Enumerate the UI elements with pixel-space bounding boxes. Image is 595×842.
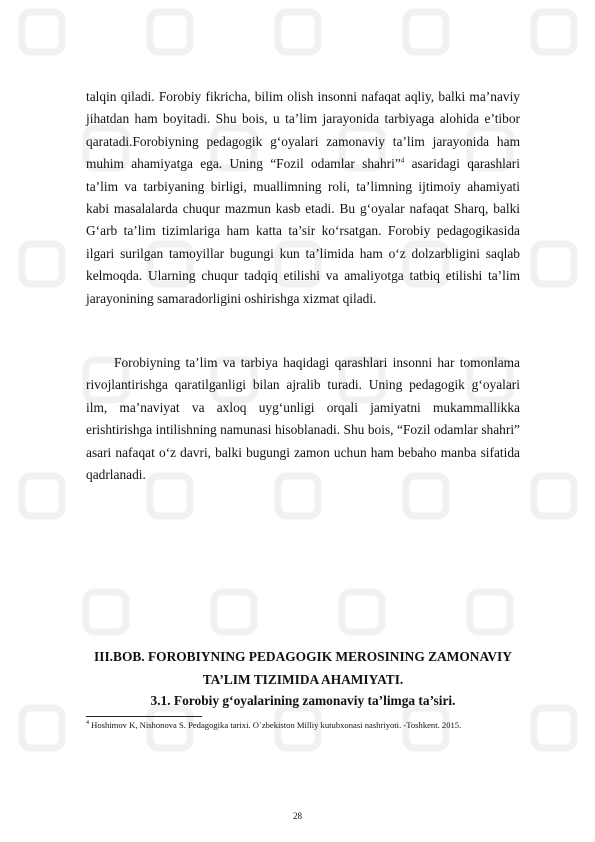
footnote-text: Hoshimov K, Nishonova S. Pedagogika tarixi. O`zbekiston Milliy kutubxonasi nashriyoti. -Toshkent. 2015.: [89, 720, 462, 730]
footnote-reference[interactable]: 4: [400, 156, 405, 165]
footnote-separator: [86, 716, 202, 717]
chapter-heading: III.BOB. FOROBIYNING PEDAGOGIK MEROSINING ZAMONAVIY TA’LIM TIZIMIDA AHAMIYATI.: [94, 649, 512, 687]
paragraph-1: [86, 86, 520, 310]
footnote: [86, 720, 536, 731]
paragraph-1-text: talqin qiladi. Forobiy fikricha, bilim olish insonni nafaqat aqliy, balki ma’naviy jihatdan ham boyitadi. Shu bois, u ta’lim jarayonida tarbiyaga alohida e’tibor qaratadi.Forobiyning pedagogik g‘oyalari zamonaviy ta’lim jarayonida ham muhim ahamiyatga ega. Uning “Fozil odamlar shahri”: [86, 89, 520, 172]
body-text-block-1: [86, 86, 520, 310]
footnote-number: 4: [86, 720, 89, 727]
page-number: 28: [293, 811, 302, 821]
section-heading: 3.1. Forobiy g‘oyalarining zamonaviy ta’limga ta’siri.: [150, 693, 456, 708]
paragraph-1-continuation: asaridagi qarashlari ta’lim va tarbiyaning birligi, muallimning roli, ta’limning ijtimoiy ahamiyati kabi masalalarda chuqur mazmun kasb etadi. Bu g‘oyalar nafaqat Sharq, balki G‘arb ta’lim tizimlariga ham katta ta’sir ko‘rsatgan. Forobiy pedagogikasida ilgari surilgan tamoyillar bugungi kun ta’limida ham o‘z dolzarbligini saqlab kelmoqda. Ularning chuqur tadqiq etilishi va amaliyotga tatbiq etilishi ta’lim jarayonining samaradorligini oshirishga xizmat qiladi.: [86, 156, 520, 306]
body-text-block-2: [86, 352, 520, 486]
paragraph-2: Forobiyning ta’lim va tarbiya haqidagi qarashlari insonni har tomonlama rivojlantirishga qaratilganligi bilan ajralib turadi. Uning pedagogik g‘oyalari ilm, ma’naviyat va axloq uyg‘unligi orqali jamiyatni mukammallikka erishtirishga intilishning namunasi hisoblanadi. Shu bois, “Fozil odamlar shahri” asari nafaqat o‘z davri, balki bugungi zamon uchun ham bebaho manba sifatida qadrlanadi.: [86, 355, 520, 483]
